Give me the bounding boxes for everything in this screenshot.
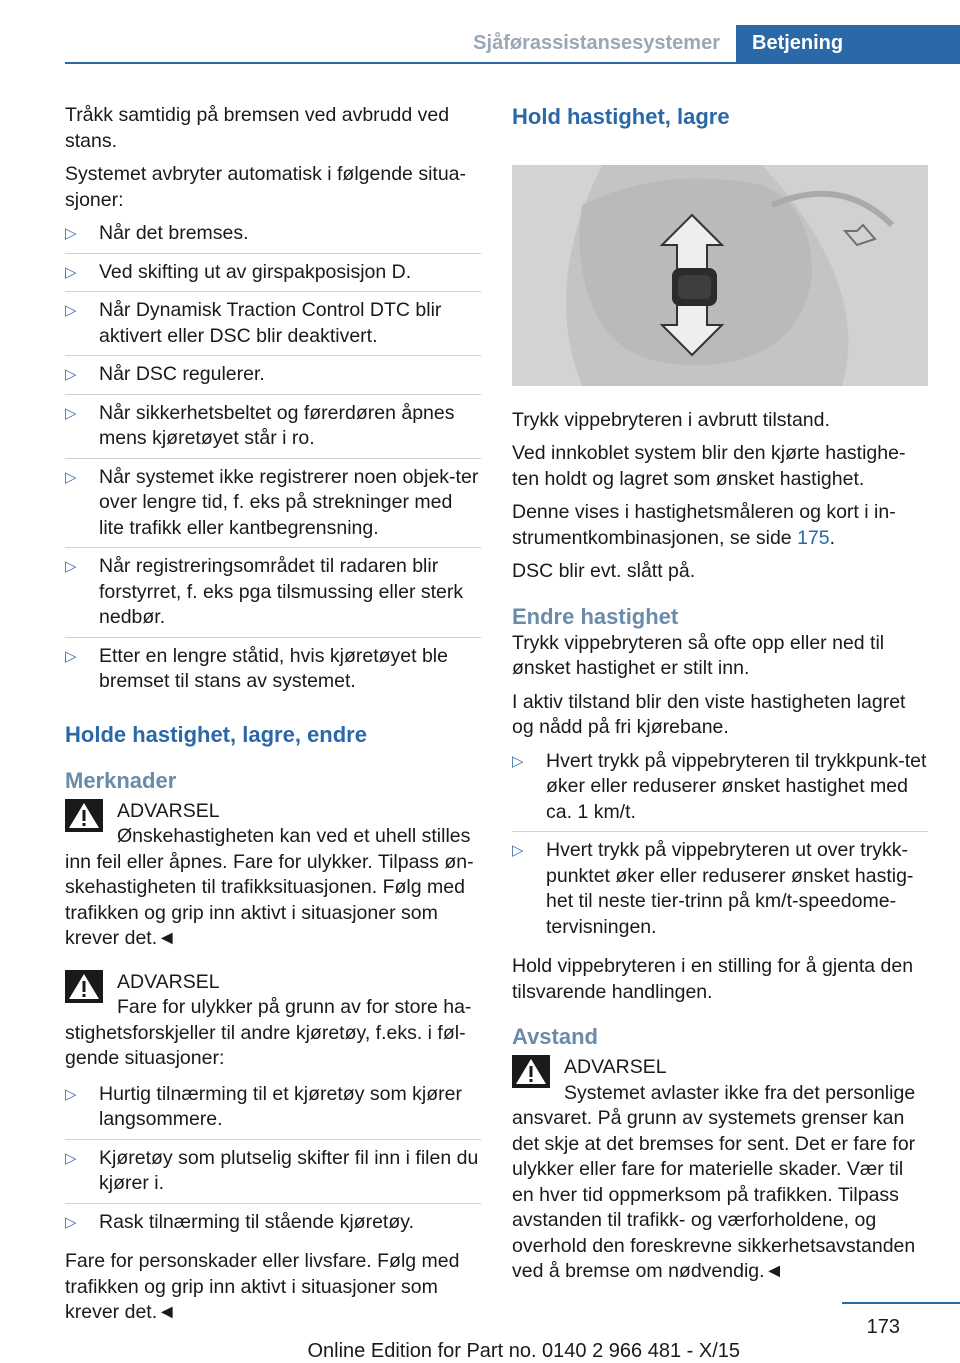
left-column: [65, 103, 481, 1334]
triangle-right-icon: ▷: [65, 366, 77, 383]
page-reference-link[interactable]: 175: [797, 526, 830, 549]
warning-text-continued: ansvaret. På grunn av systemets grenser kan det skje at det bremses for sent. Det er fare for ulykker eller fare for materielle skader. Vær til en hver tid oppmerksom på trafikken. Tilpass avstanden til trafikk- og værforholdene, og overhold den foreskrevne sikkerhetsavstanden ved å bremse om nødvendig.◄: [512, 1107, 916, 1282]
list-item: ▷ Rask tilnærming til stående kjøretøy.: [65, 1210, 481, 1242]
triangle-right-icon: ▷: [65, 404, 77, 422]
page-number: 173: [866, 1316, 900, 1338]
section-heading: Hold hastighet, lagre: [512, 104, 730, 129]
paragraph: Systemet avbryter automatisk i følgende situa‐sjoner:: [65, 163, 466, 211]
warning-label: ADVARSEL: [117, 799, 220, 822]
bullet-list: [512, 749, 928, 947]
page-header: [0, 25, 960, 62]
warning-box: [512, 1055, 928, 1285]
right-column: [512, 103, 928, 1295]
steering-wheel-rocker-switch-illustration: [512, 165, 928, 386]
triangle-right-icon: ▷: [65, 225, 77, 242]
warning-text: Ønskehastigheten kan ved et uhell stilles: [117, 825, 471, 847]
list-item: ▷ Når registreringsområdet til radaren blir forstyrret, f. eks pga tilsmussing eller sterk nedbør.: [65, 554, 481, 638]
bullet-list: [65, 221, 481, 701]
triangle-right-icon: ▷: [512, 842, 524, 859]
warning-triangle-icon: [512, 1055, 550, 1088]
triangle-right-icon: ▷: [65, 1213, 77, 1231]
paragraph: DSC blir evt. slått på.: [512, 560, 696, 582]
header-chapter-tab: Betjening: [736, 25, 960, 62]
warning-label: ADVARSEL: [117, 970, 220, 993]
warning-triangle-icon: [65, 799, 103, 832]
warning-text: Fare for ulykker på grunn av for store ha‐: [117, 996, 472, 1018]
warning-label: ADVARSEL: [564, 1056, 667, 1078]
paragraph: Denne vises i hastighetsmåleren og kort i in‐strumentkombinasjonen, se side 175.: [512, 501, 896, 549]
triangle-right-icon: ▷: [65, 1149, 77, 1167]
header-section-title: Sjåførassistansesystemer: [473, 32, 720, 54]
paragraph: Tråkk samtidig på bremsen ved avbrudd ved stans.: [65, 104, 450, 152]
triangle-right-icon: ▷: [65, 468, 77, 486]
triangle-right-icon: ▷: [65, 302, 77, 319]
list-item: ▷ Når sikkerhetsbeltet og førerdøren åpnes mens kjøretøyet står i ro.: [65, 401, 481, 459]
triangle-right-icon: ▷: [65, 647, 77, 665]
list-item: ▷ Hvert trykk på vippebryteren til trykkpunk‐tet øker eller reduserer ønsket hastighet med ca. 1 km/t.: [512, 749, 928, 833]
list-item: ▷ Hvert trykk på vippebryteren ut over trykk‐punktet øker eller reduserer ønsket hastig‐het til neste tier-trinn på km/t-speedome‐tervisningen.: [512, 839, 914, 938]
section-heading: Holde hastighet, lagre, endre: [65, 721, 367, 747]
paragraph: Ved innkoblet system blir den kjørte hastighe‐ten holdt og lagret som ønsket hastighet.: [512, 442, 906, 490]
paragraph: Hold vippebryteren i en stilling for å gjenta den tilsvarende handlingen.: [512, 955, 914, 1003]
list-item: ▷ Når det bremses.: [65, 221, 481, 254]
triangle-right-icon: ▷: [512, 752, 524, 770]
list-item: ▷ Når systemet ikke registrerer noen objek‐ter over lengre tid, f. eks på strekninger med lite trafikk eller kantbegrensning.: [65, 465, 481, 549]
paragraph: Fare for personskader eller livsfare. Følg med trafikken og grip inn aktivt i situasjoner som krever det.◄: [65, 1250, 460, 1323]
triangle-right-icon: ▷: [65, 558, 77, 575]
bullet-list: [65, 1082, 481, 1242]
header-rule: [65, 62, 960, 64]
edition-note: Online Edition for Part no. 0140 2 966 481 - X/15: [307, 1340, 740, 1362]
warning-box: [65, 970, 481, 1072]
paragraph: Trykk vippebryteren i avbrutt tilstand.: [512, 408, 830, 431]
subsection-heading: Endre hastighet: [512, 603, 679, 629]
list-item: ▷ Når DSC regulerer.: [65, 362, 481, 395]
paragraph: Trykk vippebryteren så ofte opp eller ned til ønsket hastighet er stilt inn.: [512, 631, 885, 679]
list-item: ▷ Etter en lengre ståtid, hvis kjøretøyet ble bremset til stans av systemet.: [65, 644, 448, 692]
warning-box: [65, 799, 481, 952]
triangle-right-icon: ▷: [65, 263, 77, 281]
warning-triangle-icon: [65, 970, 103, 1003]
warning-text: Systemet avlaster ikke fra det personlige: [564, 1081, 916, 1104]
warning-text-continued: stighetsforskjeller til andre kjøretøy, f.eks. i føl‐gende situasjoner:: [65, 1021, 466, 1069]
list-item: ▷ Kjøretøy som plutselig skifter fil inn i filen du kjører i.: [65, 1146, 481, 1204]
subsection-heading: Merknader: [65, 767, 177, 793]
list-item: ▷ Når Dynamisk Traction Control DTC blir aktivert eller DSC blir deaktivert.: [65, 298, 481, 356]
warning-text-continued: inn feil eller åpnes. Fare for ulykker. Tilpass øn‐skehastigheten til trafikksituasjonen. Følg med trafikken og grip inn aktivt i situasjoner som krever det.◄: [65, 850, 474, 949]
paragraph: I aktiv tilstand blir den viste hastigheten lagret og nådd på fri kjørebane.: [512, 690, 906, 738]
list-item: ▷ Ved skifting ut av girspakposisjon D.: [65, 260, 481, 293]
triangle-right-icon: ▷: [65, 1085, 77, 1103]
list-item: ▷ Hurtig tilnærming til et kjøretøy som kjører langsommere.: [65, 1082, 481, 1140]
footer-rule: [842, 1302, 960, 1304]
subsection-heading: Avstand: [512, 1024, 598, 1049]
